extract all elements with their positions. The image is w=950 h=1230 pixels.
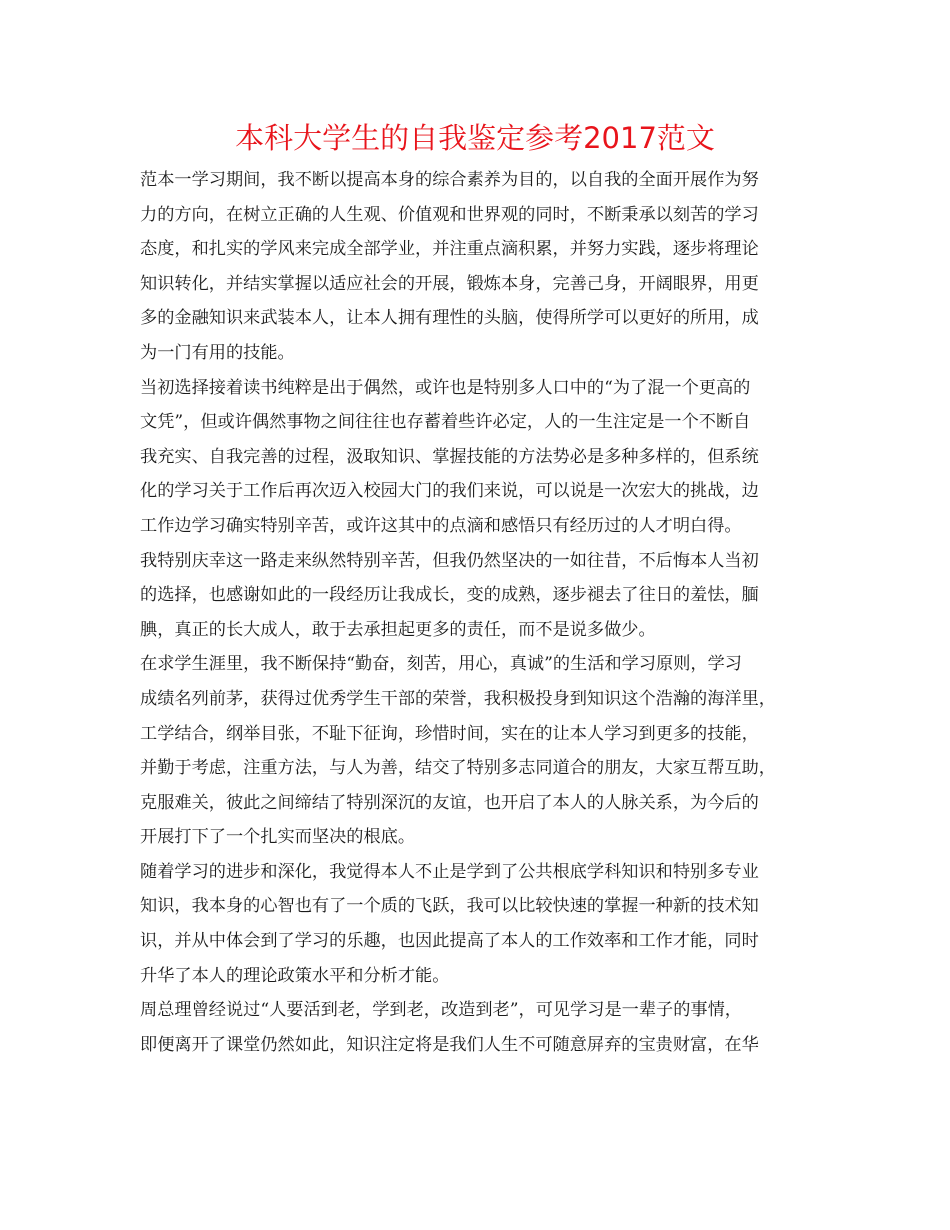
text-line: 知识转化，并结实掌握以适应社会的开展，锻炼本身，完善己身，开阔眼界，用更 — [140, 273, 759, 294]
text-line: 工作边学习确实特别辛苦，或许这其中的点滴和感悟只有经历过的人才明白得。 — [140, 515, 742, 536]
text-line: 并勤于考虑，注重方法，与人为善，结交了特别多志同道合的朋友，大家互帮互助， — [140, 758, 776, 779]
text-line: 我特别庆幸这一路走来纵然特别辛苦，但我仍然坚决的一如往昔，不后悔本人当初 — [140, 550, 759, 571]
document-title: 本科大学生的自我鉴定参考2017范文 — [235, 121, 715, 155]
text-line: 工学结合，纲举目张，不耻下征询，珍惜时间，实在的让本人学习到更多的技能， — [140, 723, 759, 744]
text-line: 在求学生涯里，我不断保持“勤奋，刻苦，用心，真诚”的生活和学习原则，学习 — [140, 654, 742, 675]
text-line: 开展打下了一个扎实而坚决的根底。 — [140, 827, 416, 848]
text-line: 我充实、自我完善的过程，汲取知识、掌握技能的方法势必是多种多样的，但系统 — [140, 446, 759, 467]
text-line: 识，并从中体会到了学习的乐趣，也因此提高了本人的工作效率和工作才能，同时 — [140, 931, 759, 952]
text-line: 文凭”，但或许偶然事物之间往往也存蓄着些许必定，人的一生注定是一个不断自 — [140, 412, 751, 433]
text-line: 多的金融知识来武装本人，让本人拥有理性的头脑，使得所学可以更好的所用，成 — [140, 308, 759, 329]
text-line: 当初选择接着读书纯粹是出于偶然，或许也是特别多人口中的“为了混一个更高的 — [140, 377, 751, 398]
text-line: 成绩名列前茅，获得过优秀学生干部的荣誉，我积极投身到知识这个浩瀚的海洋里， — [140, 688, 776, 709]
text-line: 为一门有用的技能。 — [140, 342, 295, 363]
text-line: 随着学习的进步和深化，我觉得本人不止是学到了公共根底学科知识和特别多专业 — [140, 861, 759, 882]
text-line: 范本一学习期间，我不断以提高本身的综合素养为目的，以自我的全面开展作为努 — [140, 170, 759, 190]
text-line: 力的方向，在树立正确的人生观、价值观和世界观的同时，不断秉承以刻苦的学习 — [140, 204, 759, 225]
text-line: 的选择，也感谢如此的一段经历让我成长，变的成熟，逐步褪去了往日的羞怯，腼 — [140, 585, 759, 606]
text-line: 克服难关，彼此之间缔结了特别深沉的友谊，也开启了本人的人脉关系，为今后的 — [140, 792, 759, 813]
text-line: 腆，真正的长大成人，敢于去承担起更多的责任，而不是说多做少。 — [140, 619, 656, 640]
text-line: 知识，我本身的心智也有了一个质的飞跃，我可以比较快速的掌握一种新的技术知 — [140, 896, 759, 917]
text-line: 化的学习关于工作后再次迈入校园大门的我们来说，可以说是一次宏大的挑战，边 — [140, 481, 759, 502]
text-line: 周总理曾经说过“人要活到老，学到老，改造到老”，可见学习是一辈子的事情， — [140, 1000, 742, 1021]
text-line: 升华了本人的理论政策水平和分析才能。 — [140, 965, 450, 986]
text-line: 态度，和扎实的学风来完成全部学业，并注重点滴积累，并努力实践，逐步将理论 — [140, 239, 759, 260]
text-line: 即便离开了课堂仍然如此，知识注定将是我们人生不可随意屏弃的宝贵财富，在华 — [140, 1034, 759, 1055]
document-body — [140, 163, 820, 1062]
